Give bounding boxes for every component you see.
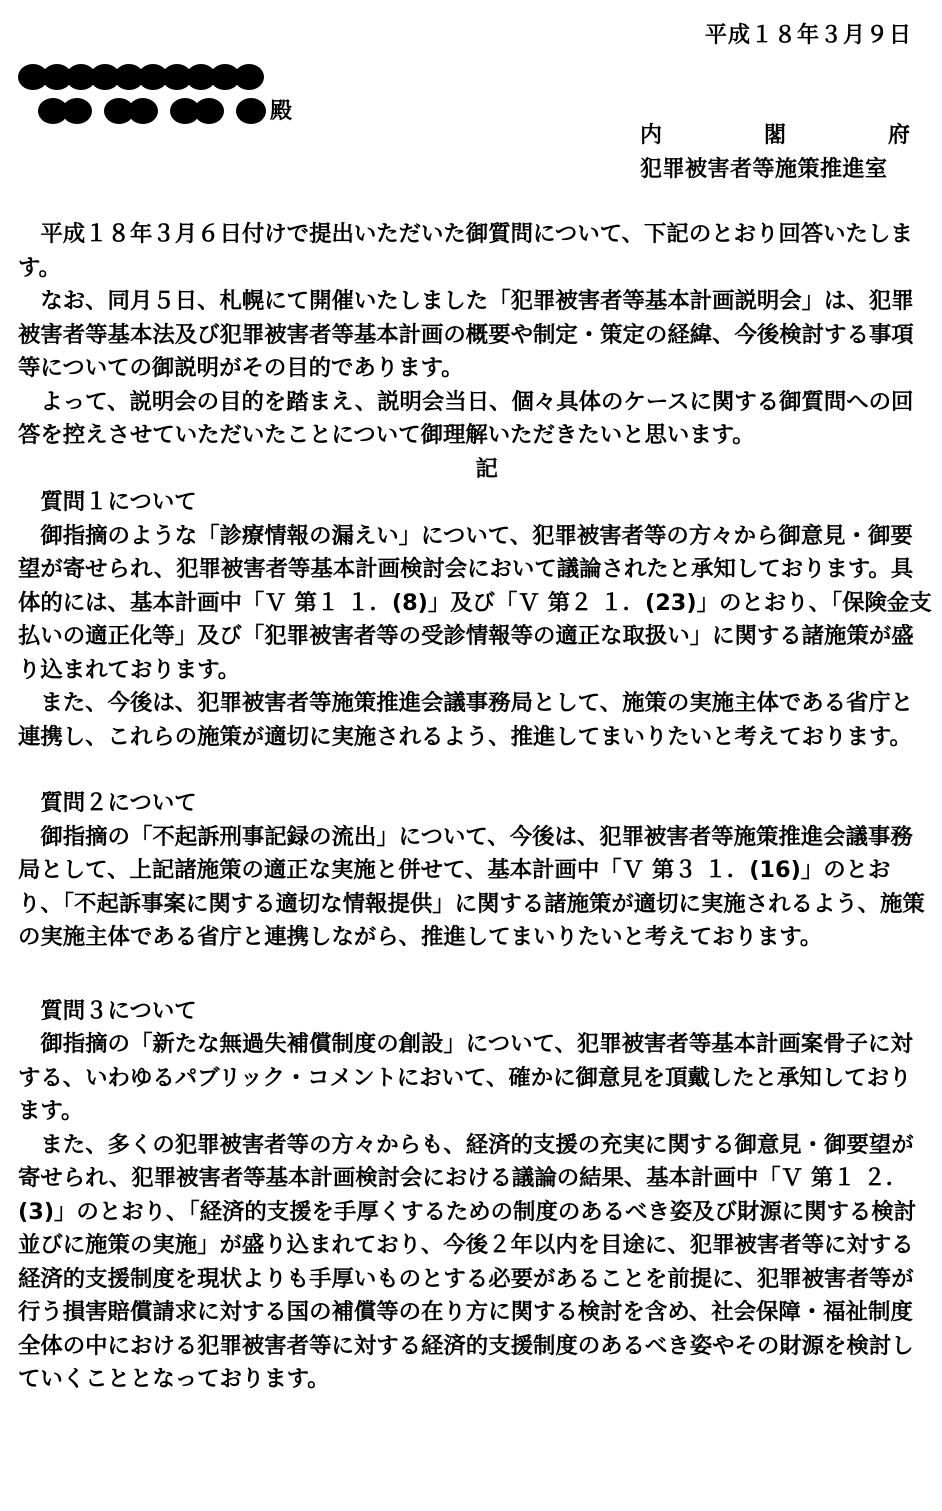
q3-paragraph: また、多くの犯罪被害者等の方々からも、経済的支援の充実に関する御意見・御要望が寄せられ、犯罪被害者等基本計画検討会における議論の結果、基本計画中「Ｖ 第１ ２．(3)」のとおり、「経済的支援を手厚くするための制度のあるべき姿及び財源に関する検討並びに施策の実施」が盛り込まれており、今後２年以内を目途に、犯罪被害者等に対する経済的支援制度を現状よりも手厚いものとする必要があることを前提に、犯罪被害者等が行う損害賠償請求に対する国の補償等の在り方に関する検討を含め、社会保障・福祉制度全体の中における犯罪被害者等に対する経済的支援制度のあるべき姿やその財源を検討していくこととなっております。 bbox=[18, 1131, 917, 1392]
q3-paragraph: 御指摘の「新たな無過失補償制度の創設」について、犯罪被害者等基本計画案骨子に対する、いわゆるパブリック・コメントにおいて、確かに御意見を頂戴したと承知しております。 bbox=[18, 1031, 913, 1124]
q2-paragraph: 御指摘の「不起訴刑事記録の流出」について、今後は、犯罪被害者等施策推進会議事務局として、上記諸施策の適正な実施と併せて、基本計画中「Ｖ 第３ １．(16)」のとおり、「不起訴事案に関する適切な情報提供」に関する諸施策が適切に実施されるよう、施策の実施主体である省庁と連携しながら、推進してまいりたいと考えております。 bbox=[18, 823, 925, 950]
letter-body bbox=[18, 218, 933, 1397]
letter-date: 平成１８年３月９日 bbox=[704, 23, 912, 48]
intro-paragraph: なお、同月５日、札幌にて開催いたしました「犯罪被害者等基本計画説明会」は、犯罪被害者等基本法及び犯罪被害者等基本計画の概要や制定・策定の経緯、今後検討する事項等についての御説明がその目的であります。 bbox=[18, 288, 914, 381]
sender-org-char: 内 bbox=[640, 123, 663, 148]
sender-org-char: 府 bbox=[887, 123, 910, 148]
section-gap bbox=[18, 955, 933, 995]
redacted-addressee-line-1 bbox=[18, 64, 28, 90]
q3-heading: 質問３について bbox=[40, 997, 197, 1024]
sender-org-char: 閣 bbox=[763, 123, 786, 148]
intro-paragraph: よって、説明会の目的を踏まえ、説明会当日、個々具体のケースに関する御質問への回答を控えさせていただいたことについて御理解いただきたいと思います。 bbox=[18, 388, 914, 448]
q2-heading: 質問２について bbox=[40, 790, 197, 816]
intro-paragraph: 平成１８年３月６日付けで提出いただいた御質問について、下記のとおり回答いたします。 bbox=[18, 221, 913, 281]
q1-paragraph: 御指摘のような「診療情報の漏えい」について、犯罪被害者等の方々から御意見・御要望が寄せられ、犯罪被害者等基本計画検討会において議論されたと承知しております。具体的には、基本計画中「Ｖ 第１ １．(8)」及び「Ｖ 第２ １．(23)」のとおり、「保険金支払いの適正化等」及び「犯罪被害者等の受診情報等の適正な取扱い」に関する諸施策が盛り込まれております。 bbox=[18, 522, 932, 683]
ki-heading: 記 bbox=[475, 455, 498, 482]
q1-paragraph: また、今後は、犯罪被害者等施策推進会議事務局として、施策の実施主体である省庁と連携し、これらの施策が適切に実施されるよう、推進してまいりたいと考えております。 bbox=[18, 690, 914, 750]
sender-dept: 犯罪被害者等施策推進室 bbox=[640, 157, 888, 182]
q1-heading: 質問１について bbox=[40, 489, 197, 515]
addressee-suffix: 殿 bbox=[270, 99, 293, 124]
redacted-addressee-line-2 bbox=[18, 98, 28, 124]
section-gap bbox=[18, 754, 933, 787]
sender-org bbox=[640, 118, 910, 149]
